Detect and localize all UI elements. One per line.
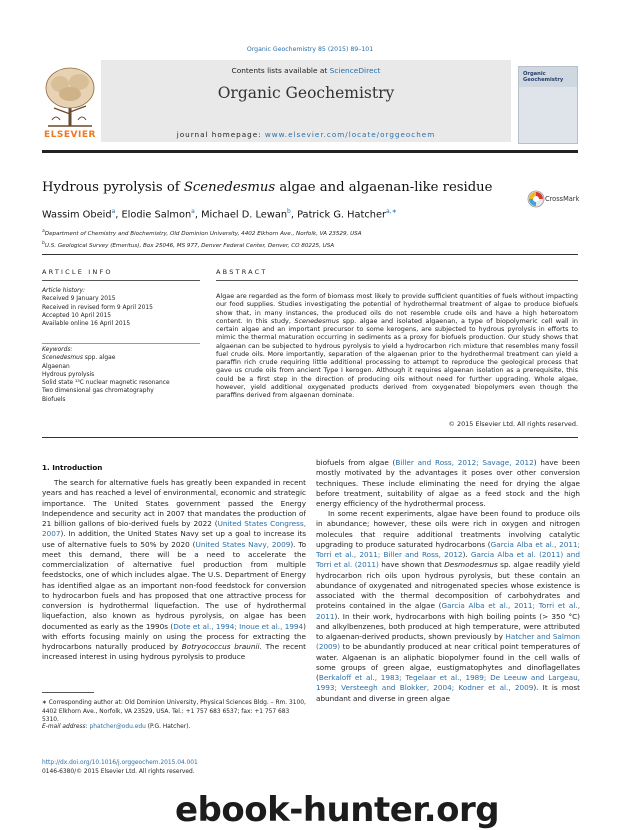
article-info-rule [42,280,200,281]
title-suffix: algae and algaenan-like residue [275,180,493,195]
masthead-rule [42,150,578,153]
keyword: Biofuels [42,396,66,403]
abstract-part: Algae are regarded as the form of biomass most likely to provide sufficient quantities of fuels without impacting our food supplies. Studies investigating the potential of hydrothermal treatment of algae to produce biofuels show that, in many instances, the produced oils do not resemble crude oils and have a high heteroatom content. In this study, [216,292,578,325]
email-link[interactable]: phatcher@odu.edu [89,724,146,730]
text-run: In some recent experiments, algae have been found to produce oils in abundance; however, these oils were rich in oxygen and nitrogen molecules that require additional treatments involving catalytic upgrading to produce saturated hydrocarbons ( [316,509,580,549]
keywords [42,346,202,404]
history-entry: Accepted 10 April 2015 [42,312,112,319]
affiliation-mark: b [42,240,45,246]
author-affiliation-mark[interactable]: a,∗ [386,208,397,215]
affiliation [42,227,562,239]
abstract-copyright: © 2015 Elsevier Ltd. All rights reserved. [448,420,578,428]
text-run: ). In their work, hydrocarbons with high boiling points (> 350 °C) and alkylbenzenes, both produced at high temperature, were attributed to algaenan-derived products, shown previously by [316,611,580,641]
keyword: Two dimensional gas chromatography [42,388,154,395]
keywords-label: Keywords: [42,347,73,353]
citation-link[interactable]: Biller and Ross, 2012; Savage, 2012 [395,458,534,467]
doi-link[interactable]: http://dx.doi.org/10.1016/j.orggeochem.2015.04.001 [42,760,198,766]
title-rule [42,254,578,255]
affiliations [42,227,562,251]
abstract-bottom-rule [42,437,578,438]
author-name[interactable]: Elodie Salmon [121,209,192,221]
sciencedirect-link[interactable]: ScienceDirect [329,66,381,75]
watermark: ebook-hunter.org [175,790,500,830]
author-name[interactable]: Michael D. Lewan [201,209,288,221]
text-run: ). [462,550,471,559]
author-list: Wassim Obeid$^a$, Elodie Salmon$^a$, Michael D. Lewan$^b$, Patrick G. Hatcher$^{a,∗}$ [42,208,397,221]
article-history [42,287,202,328]
citation-link[interactable]: Garcia Alba et al. (2011) and Torri et al. (2011) [316,550,580,570]
author-affiliation-mark[interactable]: a [111,208,116,215]
homepage-prefix: journal homepage: [176,130,265,139]
email-line [42,724,306,730]
abstract-rule [216,280,578,281]
crossmark-label[interactable]: CrossMark [545,195,580,203]
text-run: to be abundantly produced at near critical point temperatures of water. Algaenan is an aliphatic biopolymer found in the cell walls of some groups of green algae, eustigmatophytes and dinoflagellates ( [316,642,580,682]
affiliation-mark: a [42,229,45,234]
corresponding-author-footnote: ∗ Corresponding author at: Old Dominion University, Physical Sciences Bldg. – Rm. 3100, 4402 Elkhorn Ave., Norfolk, VA 23529, USA. Tel.: +1 757 683 6537; fax: +1 757 683 5310. [42,700,306,723]
history-label: Article history: [42,288,86,294]
citation-link[interactable]: Hatcher and Salmon (2009) [316,632,580,652]
text-run: sp. algae readily yield hydrocarbon rich oils upon hydrous pyrolysis, but these contain an abundance of oxygenated and nitrogenated species whose existence is associated with the thermal decomposition of carbohydrates and proteins contained in the algae ( [316,560,580,611]
citation-link[interactable]: Garcia Alba et al., 2011; Torri et al., 2011 [316,601,580,621]
footnote-rule [42,692,94,693]
text-run: ). It is most abundant and diverse in green algae [316,683,580,703]
keyword-text: spp. algae [82,355,116,362]
keyword: Hydrous pyrolysis [42,371,95,378]
text-run: ) with efforts focusing mainly on using the process for extracting the hydrocarbons naturally produced by [42,621,306,651]
text-run: ). To meet this demand, there will be a need to accelerate the commercialization of alternative fuel production from multiple feedstocks, one of which includes algae. The U.S. Department of Energy has identified algae as an important non-food feedstock for conversion to hydrocarbon fuels and has proposed that one attractive process for conversion is hydrothermal liquefaction. The use of hydrothermal liquefaction, also known as hydrous pyrolysis, on algae has been documented as early as the 1990s ( [42,539,307,631]
keywords-rule [42,343,200,344]
history-entry: Received 9 January 2015 [42,296,116,303]
journal-homepage-line [101,130,511,139]
text-run: ). In addition, the United States Navy set up a goal to increase its use of alternative fuels to 50% by 2020 ( [42,529,306,549]
email-suffix: (P.G. Hatcher). [145,724,191,730]
contents-line [101,66,511,75]
keyword: Solid state ¹³C nuclear magnetic resonance [42,380,170,387]
section-heading-introduction: 1. Introduction [42,463,103,472]
author-name[interactable]: Wassim Obeid [42,209,112,221]
text-run: have shown that [378,560,445,570]
abstract-text [216,292,578,399]
intro-paragraph-right-1 [316,458,580,509]
text-run: . The recent increased interest in using hydrous pyrolysis to produce [42,642,306,662]
article-info-heading: ARTICLE INFO [42,268,113,276]
running-head[interactable]: Organic Geochemistry 85 (2015) 89–101 [246,46,374,53]
article-title [42,180,502,195]
italic-term: Botryococcus braunii [181,642,260,651]
text-run: biofuels from algae ( [316,458,396,467]
affiliation-text: Department of Chemistry and Biochemistry, Old Dominion University, 4402 Elkhorn Ave., Norfolk, VA 23529, USA [44,230,362,237]
history-entry: Available online 16 April 2015 [42,321,131,328]
citation-link[interactable]: United States Navy, 2009 [195,539,291,549]
keyword-italic: Scenedesmus [42,355,83,362]
affiliation [42,239,562,251]
citation-link[interactable]: Dote et al., 1994; Inoue et al., 1994 [173,621,304,631]
keyword [42,354,202,362]
publisher-name: ELSEVIER [44,130,96,140]
intro-paragraph-left [42,478,306,663]
journal-cover-thumbnail[interactable] [518,66,578,144]
author-name[interactable]: Patrick G. Hatcher [297,209,387,221]
contents-prefix: Contents lists available at [231,66,330,75]
journal-homepage-link[interactable]: www.elsevier.com/locate/orggeochem [264,130,436,139]
citation-link[interactable]: Berkaloff et al., 1983; Tegelaar et al., 1989; De Leeuw and Largeau, 1993; Versteegh and Blokker, 2004; Kodner et al., 2009 [316,673,580,693]
intro-paragraph-right-2 [316,509,580,704]
keyword: Algaenan [42,363,70,370]
title-prefix: Hydrous pyrolysis of [42,180,184,195]
text-run: The search for alternative fuels has greatly been expanded in recent years and has reached a level of environmental, economic and strategic importance. The United States government passed the Energy Independence and security act in 2007 that mandates the production of 21 billion gallons of bio-derived fuels by 2022 ( [42,478,306,528]
journal-title: Organic Geochemistry [217,84,395,102]
author-affiliation-mark[interactable]: b [287,208,291,215]
email-label: E-mail address: [42,724,90,730]
citation-link[interactable]: Garcia Alba et al., 2011; Torri et al., 2011; Biller and Ross, 2012 [316,539,581,559]
abstract-heading: ABSTRACT [216,268,268,276]
issn-line: 0146-6380/© 2015 Elsevier Ltd. All rights reserved. [42,769,195,775]
citation-link[interactable]: United States Congress, 2007 [42,519,306,539]
abstract-part: spp. algae and isolated algaenan, a type of biopolymeric cell wall in certain algae and an important precursor to some kerogens, are subjected to hydrous pyrolysis in efforts to mimic the thermal maturation occurring in sediments as a proxy for biofuels production. Our study shows that algaenan can be subjected to hydrous pyrolysis to yield a hydrocarbon rich mixture that resembles many fossil fuel crude oils. More importantly, separation of the algaenan prior to the hydrothermal treatment can yield a paraffin rich crude requiring little additional processing to attempt to reproduce the geological process that gave us crude oils from ancient Type I kerogen. Although it requires algaenan isolation as a prerequisite, this could be a first step in the direction of producing oils without need for further upgrading. Whole algae, however, yield additional oxygenated products derived from oxygenated biopolymers even though the paraffins derived from algaenan dominate. [216,316,578,399]
title-genus: Scenedesmus [183,180,276,195]
text-run: ) have been mostly motivated by the advantages it poses over other conversion techniques. These include eliminating the need for drying the algae before treatment, suitability of algae as a feed stock and the high energy efficiency of the hydrothermal process. [316,458,580,508]
author-affiliation-mark[interactable]: a [191,208,195,215]
history-entry: Received in revised form 9 April 2015 [42,304,153,311]
italic-term: Desmodesmus [444,560,498,570]
affiliation-text: U.S. Geological Survey (Emeritus), Box 25046, MS 977, Denver Federal Center, Denver, CO 80225, USA [44,242,335,249]
cover-title: Organic Geochemistry [523,71,564,83]
abstract-genus: Scenedesmus [294,316,340,325]
